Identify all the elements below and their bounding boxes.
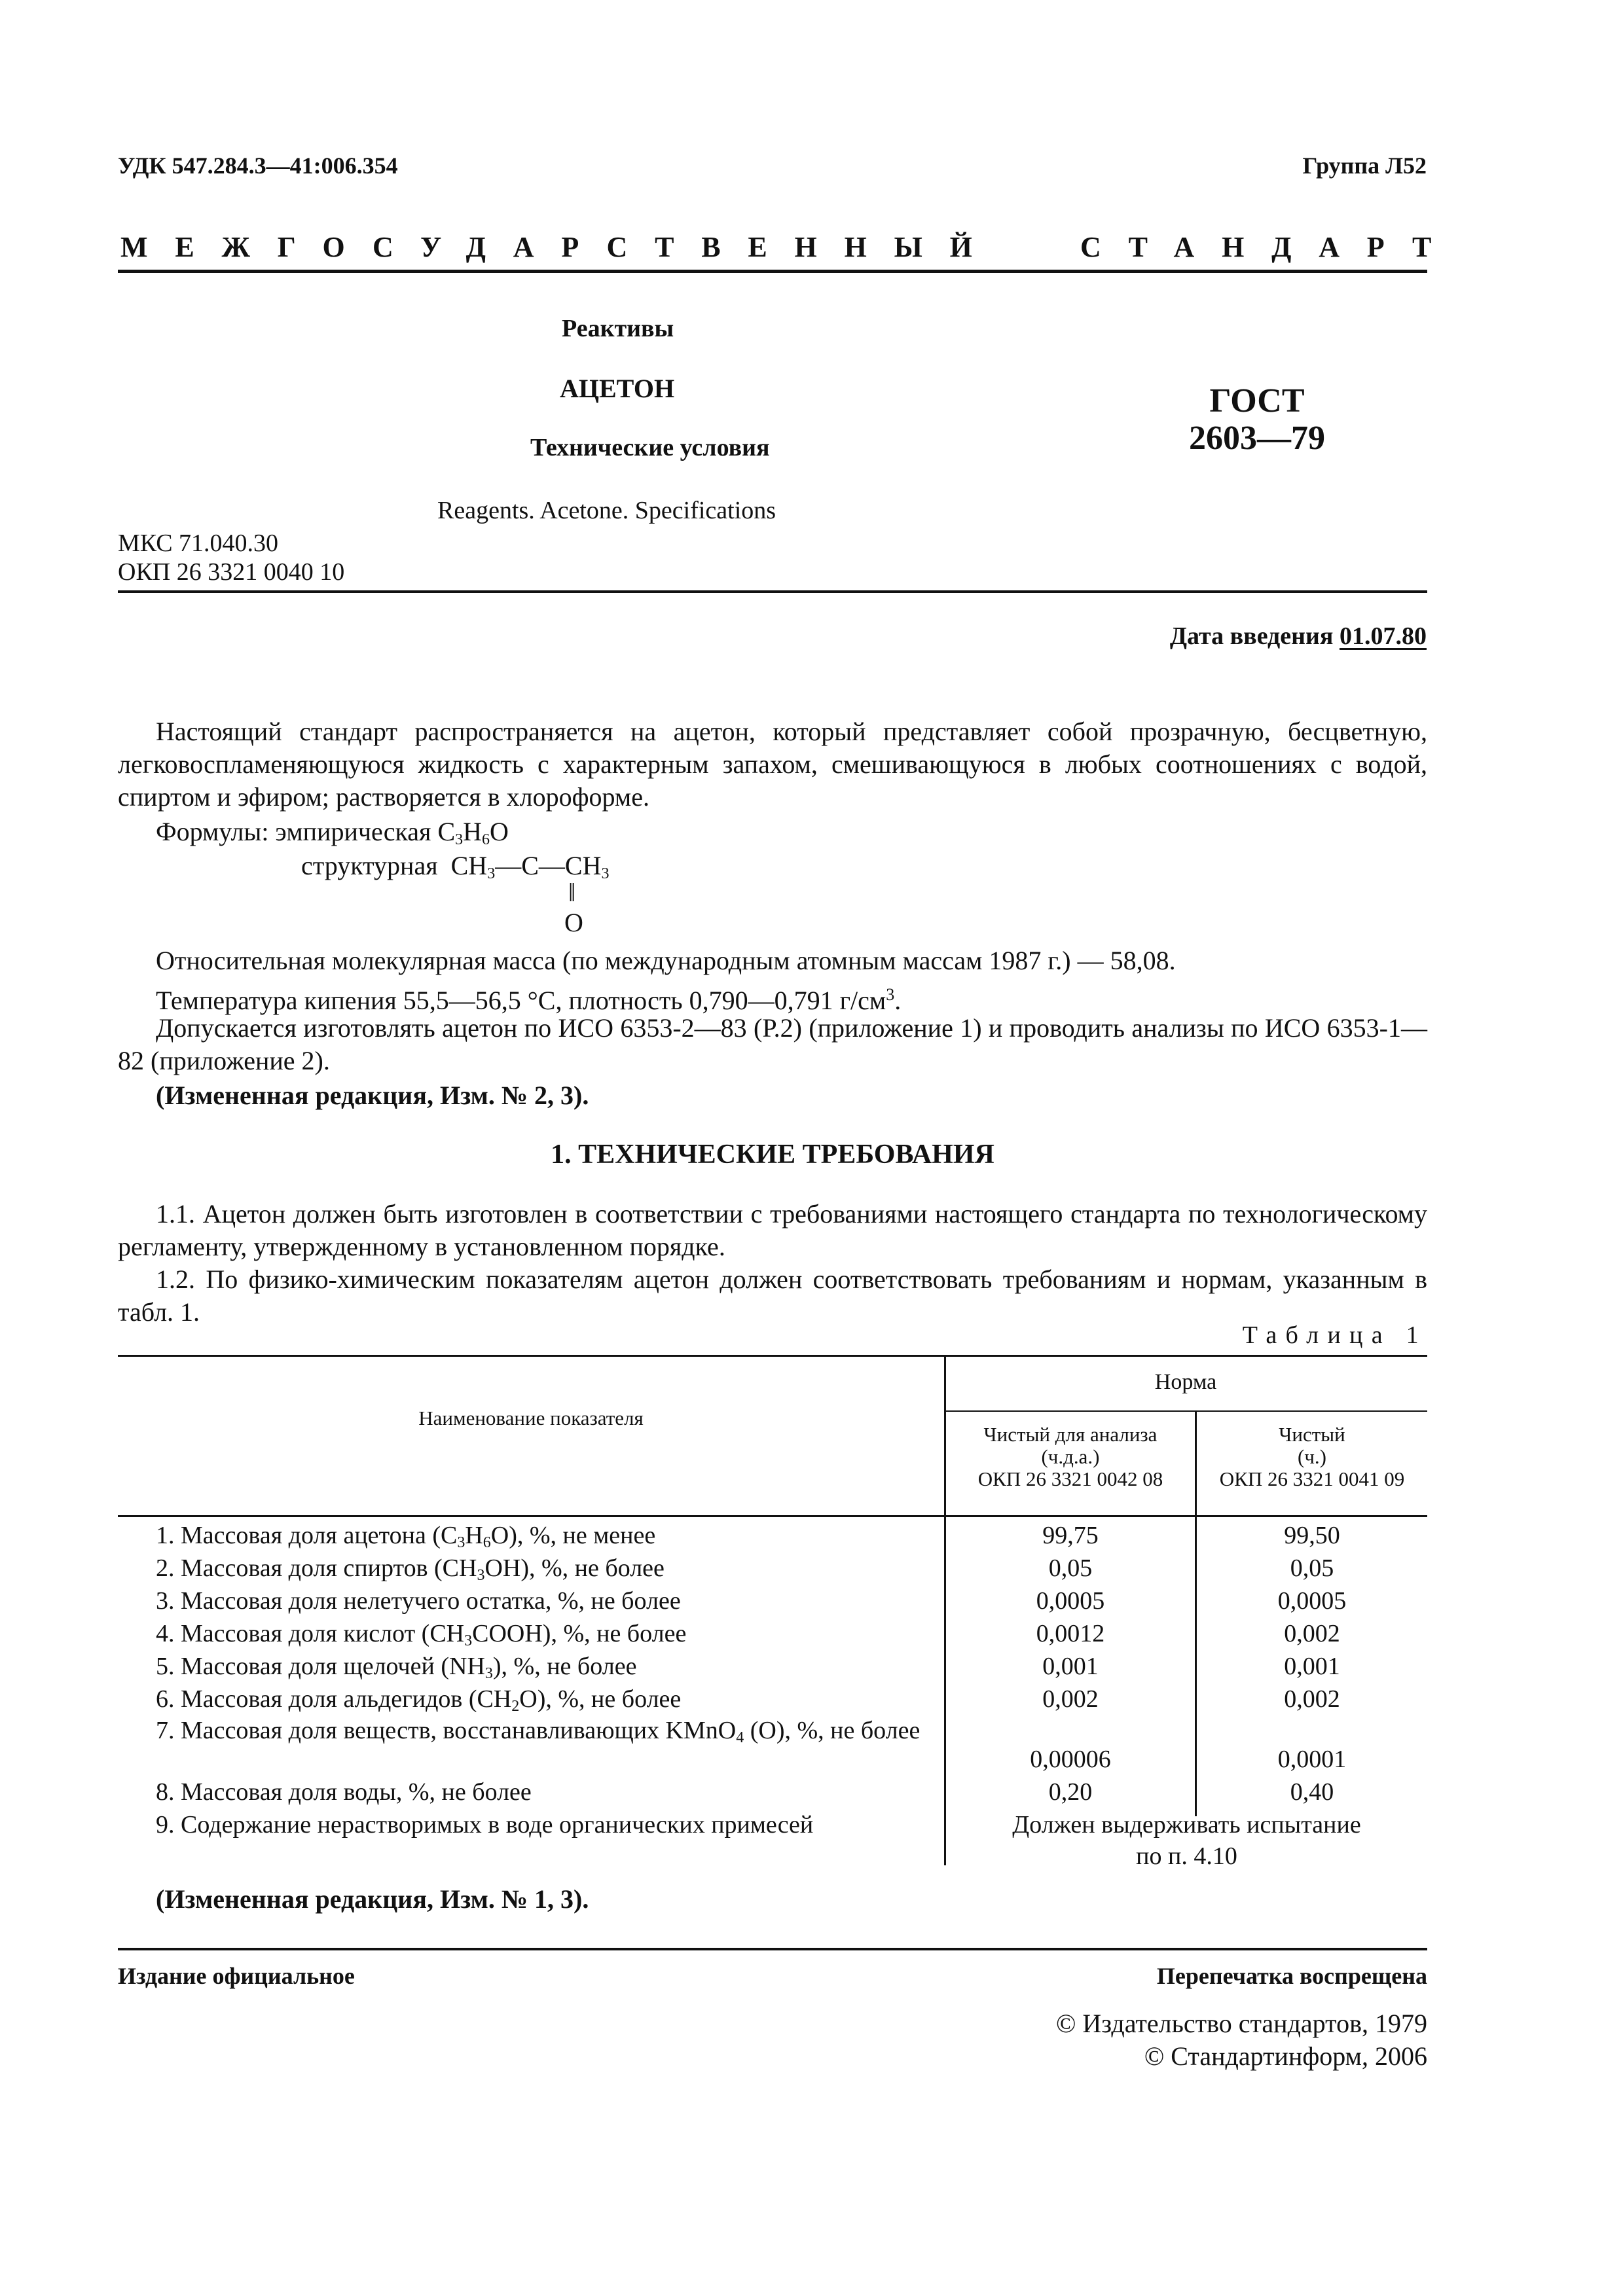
double-bond: ‖ xyxy=(568,878,576,907)
paragraph-1-1: 1.1. Ацетон должен быть изготовлен в соответствии с требованиями настоящего стандарта по технологическому регламенту, утвержденному в установленном порядке. xyxy=(118,1199,1427,1261)
english-title: Reagents. Acetone. Specifications xyxy=(437,497,776,524)
row-6-name: 6. Массовая доля альдегидов $(CH_2O)$, %, не более xyxy=(156,1685,682,1715)
col-b-header xyxy=(1197,1424,1427,1490)
row-9-value-line1: Должен выдерживать испытание xyxy=(1012,1811,1361,1839)
row-5-value-a: 0,001 xyxy=(1042,1653,1099,1680)
row-8-value-a: 0,20 xyxy=(1048,1778,1093,1806)
molecular-mass: Относительная молекулярная масса (по международным атомным массам 1987 г.) — 58,08. xyxy=(156,946,1176,975)
table-head-rule xyxy=(118,1515,1427,1517)
table-caption: Таблица 1 xyxy=(1242,1321,1427,1349)
intro-date-label: Дата введения xyxy=(1169,622,1334,650)
boiling-point-text: Температура кипения 55,5—56,5 °С, плотность 0,790—0,791 г/см xyxy=(156,986,886,1015)
formulas-label: Формулы: эмпирическая xyxy=(156,817,431,846)
iso-paragraph: Допускается изготовлять ацетон по ИСО 6353-2—83 (Р.2) (приложение 1) и проводить анализы по ИСО 6353-1—82 (приложение 2). xyxy=(118,1013,1427,1075)
col-norm-header: Норма xyxy=(1154,1370,1217,1394)
col-a-line1: Чистый для анализа xyxy=(983,1423,1158,1446)
official-edition: Издание официальное xyxy=(118,1963,355,1989)
row-6-value-a: 0,002 xyxy=(1042,1685,1099,1713)
amendment-2: (Измененная редакция, Изм. № 1, 3). xyxy=(156,1884,589,1914)
reprint-forbidden: Перепечатка воспрещена xyxy=(1156,1963,1427,1989)
footer-rule xyxy=(118,1948,1427,1950)
category-title: Реактивы xyxy=(562,315,674,342)
intro-date xyxy=(1170,622,1427,651)
structural-formula: $CH_3—C—CH_3$ xyxy=(444,851,610,882)
row-7-value-a: 0,00006 xyxy=(1030,1746,1111,1773)
udk-code: УДК 547.284.3—41:006.354 xyxy=(118,152,398,179)
gost-number: 2603—79 xyxy=(1189,420,1325,457)
amendment-1: (Измененная редакция, Изм. № 2, 3). xyxy=(156,1081,589,1110)
row-4-value-b: 0,002 xyxy=(1284,1620,1340,1647)
col-b-line1: Чистый xyxy=(1279,1423,1345,1446)
row-1-value-b: 99,50 xyxy=(1284,1522,1340,1549)
table-top-rule xyxy=(118,1355,1427,1357)
row-7-value-b: 0,0001 xyxy=(1277,1746,1347,1773)
row-1-value-a: 99,75 xyxy=(1042,1522,1099,1549)
mks-code: МКС 71.040.30 xyxy=(118,529,279,557)
row-3-value-b: 0,0005 xyxy=(1277,1587,1347,1615)
row-8-value-b: 0,40 xyxy=(1290,1778,1334,1806)
row-3-value-a: 0,0005 xyxy=(1036,1587,1105,1615)
gost-label: ГОСТ xyxy=(1209,382,1305,420)
document-subtitle: Технические условия xyxy=(530,434,770,461)
interstate-word: МЕЖГОСУДАРСТВЕННЫЙ xyxy=(120,231,1000,263)
col-name-header: Наименование показателя xyxy=(418,1407,644,1429)
paragraph-1-2: 1.2. По физико-химическим показателям ацетон должен соответствовать требованиям и нормам, указанным в табл. 1. xyxy=(118,1265,1427,1327)
document-name: АЦЕТОН xyxy=(560,374,675,403)
row-3-name: 3. Массовая доля нелетучего остатка, %, не более xyxy=(156,1587,681,1615)
structural-label: структурная xyxy=(301,851,438,880)
table-norm-rule xyxy=(944,1410,1427,1412)
header-rule xyxy=(118,270,1427,273)
row-9-name: 9. Содержание нерастворимых в воде органических примесей xyxy=(156,1811,814,1839)
standard-word: СТАНДАРТ xyxy=(1080,231,1459,263)
row-8-name: 8. Массовая доля воды, %, не более xyxy=(156,1778,532,1806)
row-2-name: 2. Массовая доля спиртов $(CH_3OH)$, %, не более xyxy=(156,1554,665,1584)
row-2-value-b: 0,05 xyxy=(1290,1554,1334,1582)
intro-date-value: 01.07.80 xyxy=(1340,622,1427,650)
structural-line xyxy=(301,849,609,891)
row-9-value xyxy=(946,1809,1427,1872)
row-7-name: 7. Массовая доля веществ, восстанавливающих KMnO$_4$ (O), %, не более xyxy=(156,1717,921,1746)
title-rule xyxy=(118,590,1427,593)
row-2-value-a: 0,05 xyxy=(1048,1554,1093,1582)
cube-superscript: 3 xyxy=(886,985,895,1004)
col-a-line2: (ч.д.а.) xyxy=(1041,1445,1100,1468)
section-title: 1. ТЕХНИЧЕСКИЕ ТРЕБОВАНИЯ xyxy=(551,1139,994,1170)
row-9-value-line2: по п. 4.10 xyxy=(1136,1842,1237,1870)
row-6-value-b: 0,002 xyxy=(1284,1685,1340,1713)
row-1-name: 1. Массовая доля ацетона $(C_3H_6O)$, %, не менее xyxy=(156,1522,656,1551)
row-4-name: 4. Массовая доля кислот $(CH_3COOH)$, %, не более xyxy=(156,1620,687,1649)
col-a-header xyxy=(946,1424,1195,1490)
empirical-formula: $C_3H_6O$ xyxy=(437,817,509,848)
row-4-value-a: 0,0012 xyxy=(1036,1620,1105,1647)
col-a-line3: ОКП 26 3321 0042 08 xyxy=(977,1467,1163,1490)
oxygen-atom: O xyxy=(564,908,583,937)
okp-code: ОКП 26 3321 0040 10 xyxy=(118,558,345,586)
col-b-line2: (ч.) xyxy=(1298,1445,1326,1468)
intro-paragraph: Настоящий стандарт распространяется на ацетон, который представляет собой прозрачную, бесцветную, легковоспламеняющуюся жидкость с характерным запахом, смешивающуюся в любых соотношениях с водой, спиртом и эфиром; растворяется в хлороформе. xyxy=(118,717,1427,812)
row-5-name: 5. Массовая доля щелочей $(NH_3)$, %, не более xyxy=(156,1653,637,1682)
col-b-line3: ОКП 26 3321 0041 09 xyxy=(1219,1467,1405,1490)
copyright-2: © Стандартинформ, 2006 xyxy=(1144,2041,1427,2071)
group-code: Группа Л52 xyxy=(1302,152,1427,179)
copyright-1: © Издательство стандартов, 1979 xyxy=(1055,2009,1427,2038)
period: . xyxy=(894,986,902,1015)
row-5-value-b: 0,001 xyxy=(1284,1653,1340,1680)
